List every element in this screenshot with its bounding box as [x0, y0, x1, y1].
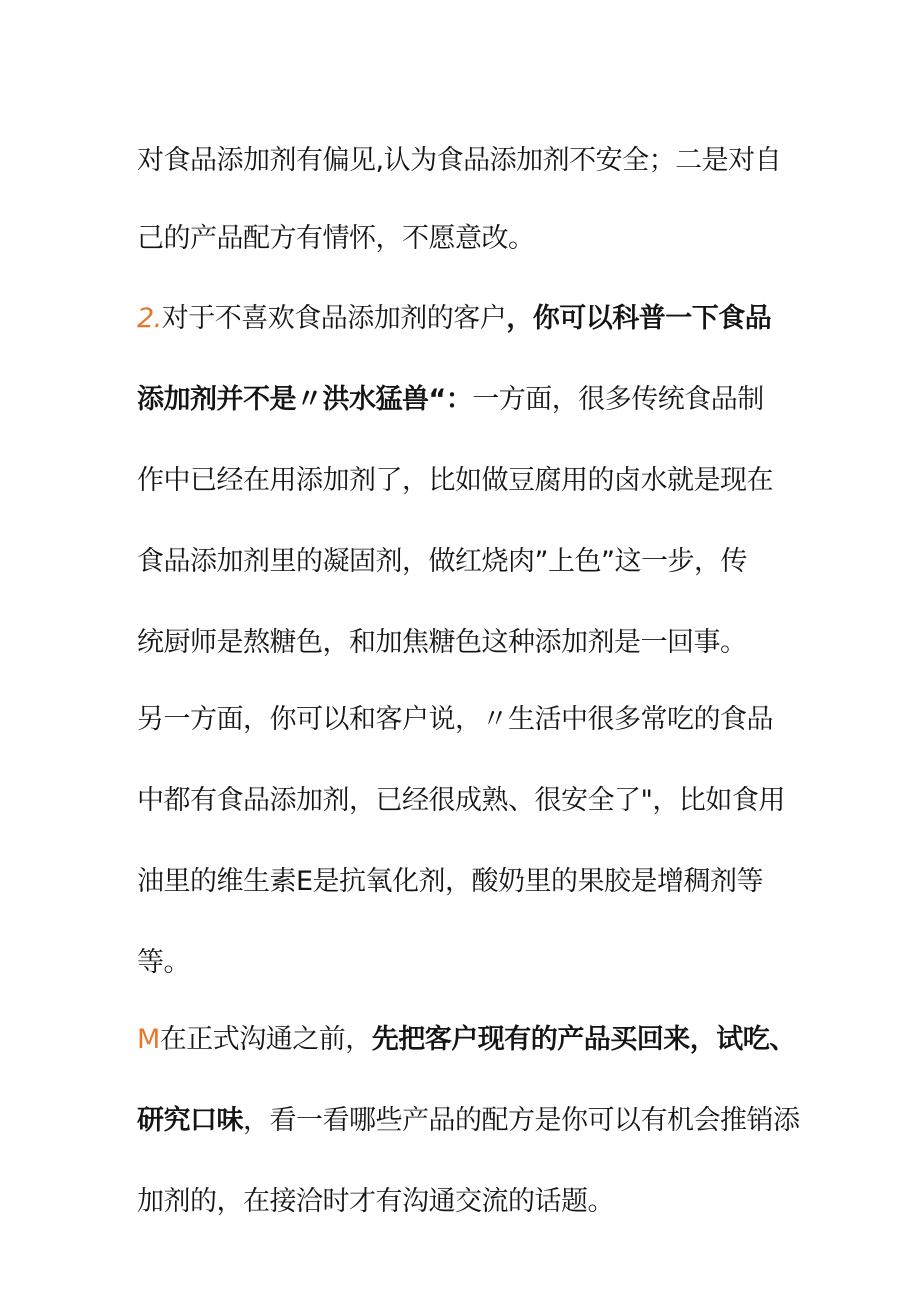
emphasis-text: 添加剂并不是〃洪水猛兽“： — [137, 384, 473, 415]
paragraph-text: 对于不喜欢食品添加剂的客户 — [161, 303, 507, 334]
list-marker-m: M — [137, 1024, 160, 1055]
paragraph-line: 另一方面，你可以和客户说，〃生活中很多常吃的食品 — [137, 704, 773, 735]
paragraph-line: 油里的维生素E是抗氧化剂，酸奶里的果胶是增稠剂等 — [137, 866, 764, 897]
paragraph-line: 中都有食品添加剂，已经很成熟、很安全了"，比如食用 — [137, 785, 785, 816]
paragraph-line: 等。 — [137, 947, 190, 978]
paragraph-line — [137, 373, 797, 454]
paragraph-line: 统厨师是熬糖色，和加焦糖色这种添加剂是一回事。 — [137, 627, 747, 658]
paragraph-line: 对食品添加剂有偏见,认为食品添加剂不安全；二是对自 — [137, 145, 782, 176]
paragraph-point-m — [137, 1013, 800, 1256]
paragraph-other-aspect — [137, 693, 797, 1013]
paragraph-line — [137, 1094, 800, 1175]
paragraph-line — [137, 292, 797, 373]
paragraph-line — [137, 1013, 797, 1094]
list-marker-2: 2. — [137, 303, 162, 334]
paragraph-line: 加剂的，在接洽时才有沟通交流的话题。 — [137, 1186, 614, 1217]
paragraph-line: 己的产品配方有情怀，不愿意改。 — [137, 223, 535, 254]
emphasis-text: 研究口味 — [137, 1105, 243, 1136]
emphasis-text: 先把客户现有的产品买回来，试吃、 — [371, 1024, 796, 1055]
paragraph-line: 食品添加剂里的凝固剂，做红烧肉”上色”这一步，传 — [137, 546, 747, 577]
paragraph-food-additive-bias — [137, 134, 797, 292]
paragraph-line: 作中已经在用添加剂了，比如做豆腐用的卤水就是现在 — [137, 465, 773, 496]
paragraph-text: 在正式沟通之前， — [159, 1024, 372, 1055]
emphasis-text: ，你可以科普一下食品 — [506, 303, 772, 334]
document-body — [137, 134, 800, 1256]
paragraph-text: 一方面，很多传统食品制 — [472, 384, 764, 415]
paragraph-point-2 — [137, 292, 797, 693]
paragraph-text: ，看一看哪些产品的配方是你可以有机会推销添 — [243, 1105, 800, 1136]
